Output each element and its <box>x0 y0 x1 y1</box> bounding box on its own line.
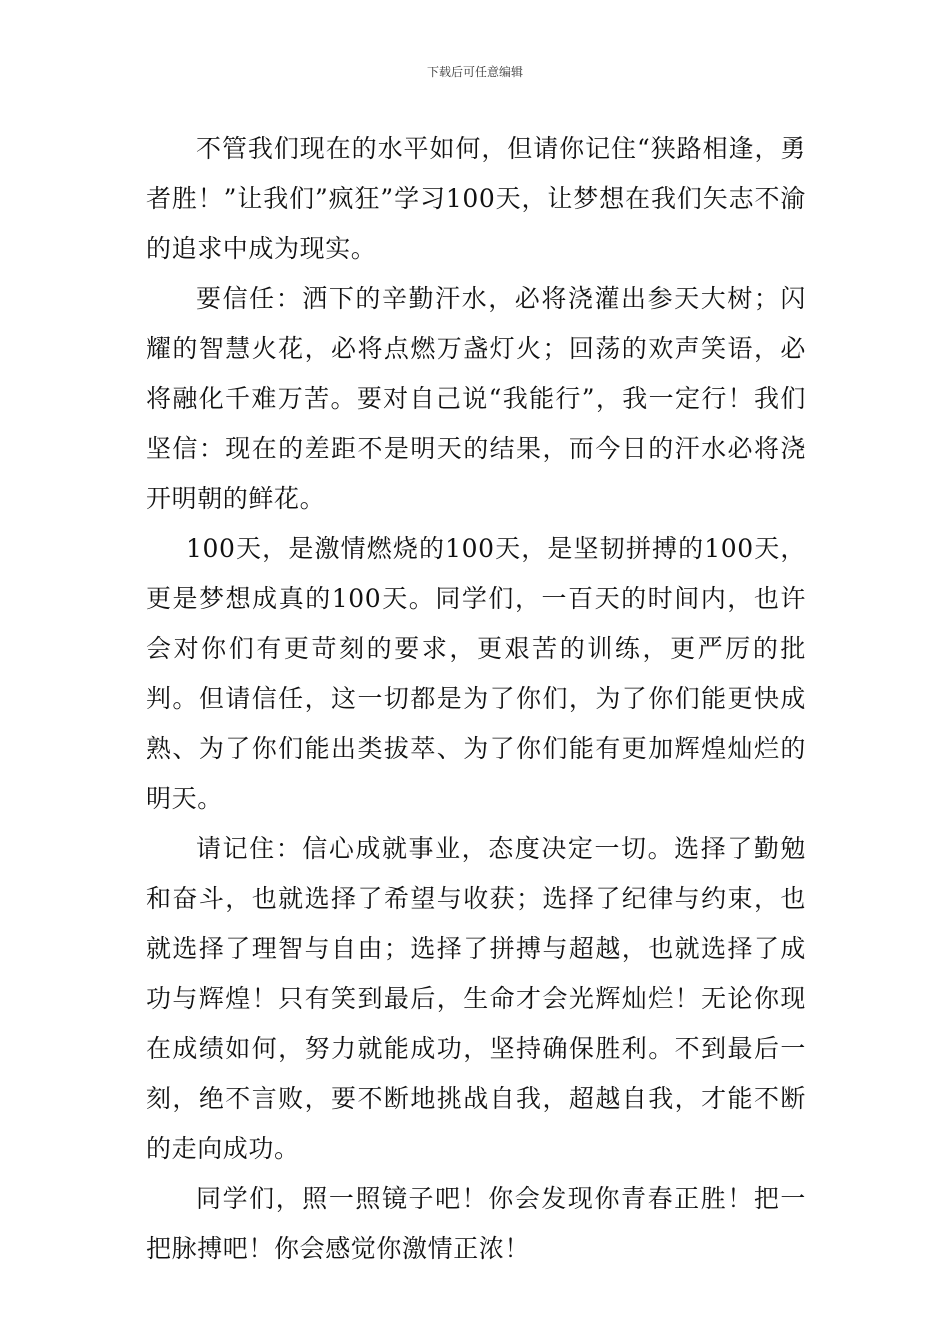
paragraph-1: 不管我们现在的水平如何，但请你记住“狭路相逢，勇者胜！”让我们”疯狂”学习100天，让梦想在我们矢志不渝的追求中成为现实。 <box>146 134 806 263</box>
paragraph-5: 同学们，照一照镜子吧！你会发现你青春正胜！把一把脉搏吧！你会感觉你激情正浓！ <box>146 1184 806 1263</box>
paragraph-4: 请记住：信心成就事业，态度决定一切。选择了勤勉和奋斗，也就选择了希望与收获；选择了纪律与约束，也就选择了理智与自由；选择了拼搏与超越，也就选择了成功与辉煌！只有笑到最后，生命才会光辉灿烂！无论你现在成绩如何，努力就能成功，坚持确保胜利。不到最后一刻，绝不言败，要不断地挑战自我，超越自我，才能不断的走向成功。 <box>146 834 806 1163</box>
document-body <box>146 124 806 1274</box>
page-header-note: 下载后可任意编辑 <box>426 65 523 79</box>
paragraph-2: 要信任：洒下的辛勤汗水，必将浇灌出参天大树；闪耀的智慧火花，必将点燃万盏灯火；回荡的欢声笑语，必将融化千难万苦。要对自己说“我能行”，我一定行！我们坚信：现在的差距不是明天的结果，而今日的汗水必将浇开明朝的鲜花。 <box>146 284 806 513</box>
paragraph-3: 100天，是激情燃烧的100天，是坚韧拼搏的100天，更是梦想成真的100天。同学们，一百天的时间内，也许会对你们有更苛刻的要求，更艰苦的训练，更严厉的批判。但请信任，这一切都是为了你们，为了你们能更快成熟、为了你们能出类拔萃、为了你们能有更加辉煌灿烂的明天。 <box>146 534 806 813</box>
